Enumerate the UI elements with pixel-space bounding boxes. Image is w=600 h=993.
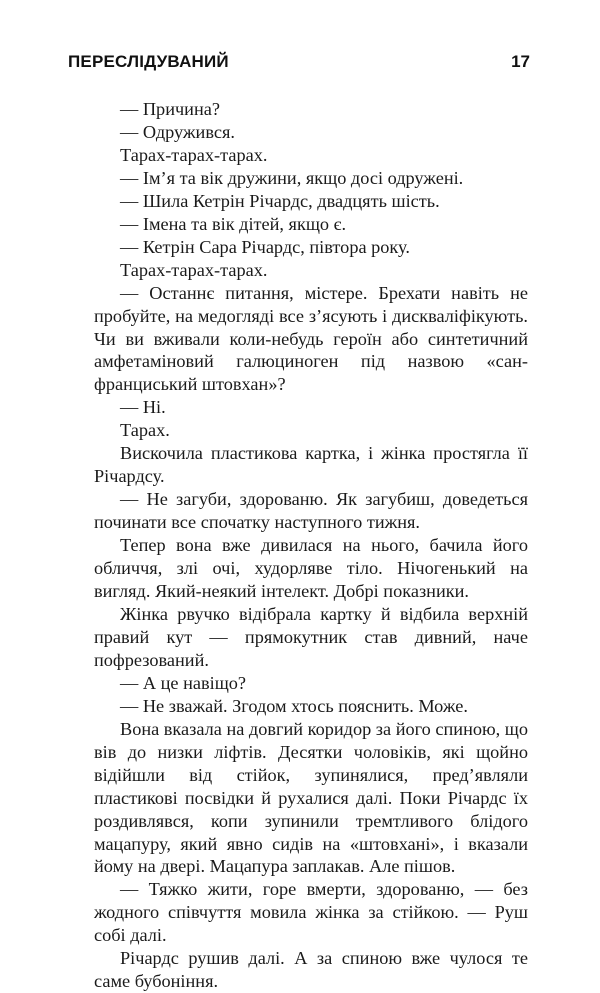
page-number: 17 <box>511 52 530 71</box>
paragraph: — Ні. <box>120 397 166 418</box>
text-body <box>94 98 528 993</box>
paragraph: — А це навіщо? <box>120 672 247 693</box>
paragraph: — Не загуби, здорованю. Як загубиш, доведеться починати все спочатку наступного тижня. <box>94 489 528 533</box>
paragraph: Вона вказала на довгий коридор за його спиною, що вів до низки ліфтів. Десятки чоловіків, які щойно відійшли від стійок, зупинялися, пред’являли пластикові посвідки й рухалися далі. Поки Річардс їх роздивлявся, копи зупинили тремтливого блідого мацапуру, який явно сидів на «штовхані», і вказали йому на двері. Мацапура заплакав. Але пішов. <box>94 718 529 877</box>
paragraph: — Одружився. <box>120 121 235 142</box>
paragraph: — Причина? <box>120 99 220 119</box>
paragraph: — Тяжко жити, горе вмерти, здорованю, — без жодного співчуття мовила жінка за стійкою. — Руш собі далі. <box>94 879 528 946</box>
paragraph: — Не зважай. Згодом хтось пояснить. Може. <box>120 695 468 716</box>
running-title: ПЕРЕСЛІДУВАНИЙ <box>68 52 229 71</box>
paragraph: Жінка рвучко відібрала картку й відбила верхній правий кут — прямокутник став дивний, наче пофрезований. <box>94 603 528 670</box>
paragraph: Тепер вона вже дивилася на нього, бачила його обличчя, злі очі, худорляве тіло. Нічогенький на вигляд. Який-неякий інтелект. Добрі показники. <box>94 535 528 602</box>
paragraph: — Ім’я та вік дружини, якщо досі одружені. <box>120 167 464 188</box>
paragraph: Вискочила пластикова картка, і жінка простягла її Річардсу. <box>94 443 528 487</box>
paragraph: Тарах-тарах-тарах. <box>120 144 268 165</box>
paragraph: — Кетрін Сара Річардс, півтора року. <box>120 236 410 257</box>
paragraph: — Імена та вік дітей, якщо є. <box>120 213 347 234</box>
paragraph: Річардс рушив далі. А за спиною вже чулося те саме бубоніння. <box>94 948 528 992</box>
paragraph: Тарах-тарах-тарах. <box>120 259 268 280</box>
paragraph: — Шила Кетрін Річардс, двадцять шість. <box>120 190 440 211</box>
page-header <box>68 52 530 78</box>
paragraph: Тарах. <box>120 420 170 441</box>
paragraph: — Останнє питання, містере. Брехати навіть не пробуйте, на медогляді все з’ясують і дискваліфікують. Чи ви вживали коли-небудь героїн або синтетичний амфетаміновий галюциноген під назвою «сан-франциський штовхан»? <box>94 282 528 395</box>
